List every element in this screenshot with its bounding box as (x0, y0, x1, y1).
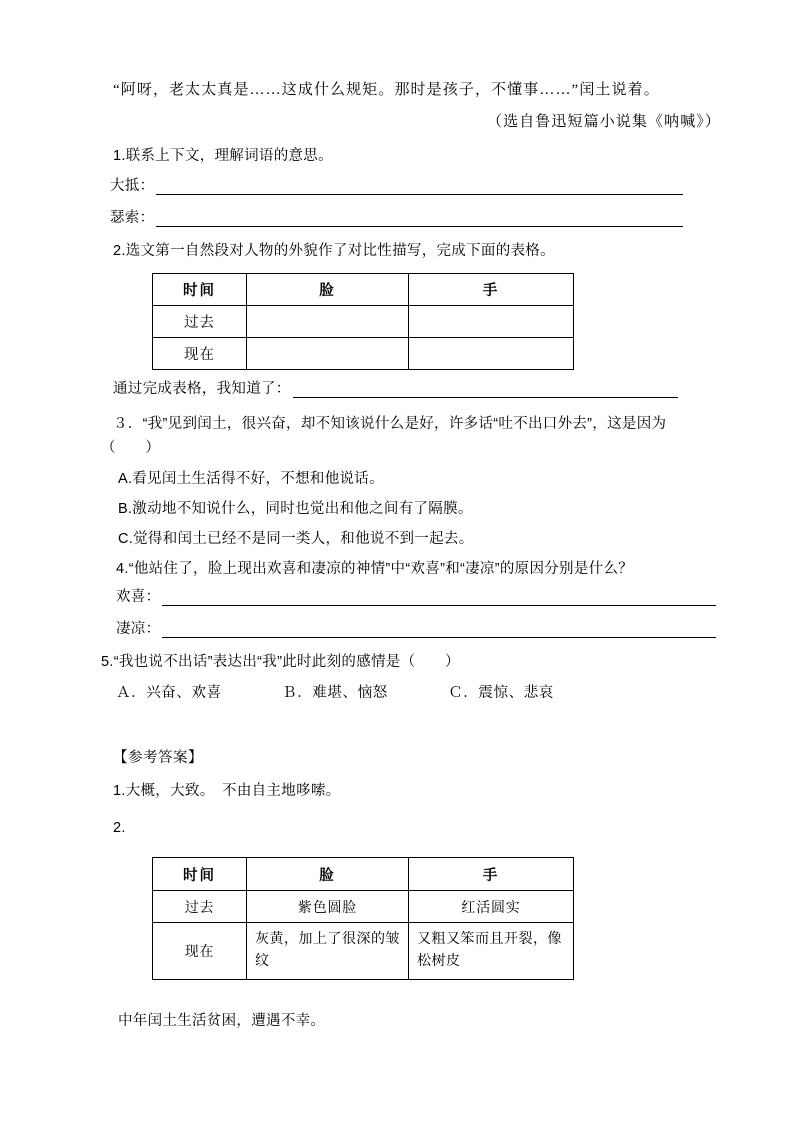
blank-label-huanxi: 欢喜： (116, 589, 161, 605)
table-row (153, 923, 574, 980)
answer-key-conclusion: 中年闰土生活贫困，遭遇不幸。 (118, 1013, 326, 1029)
blank-label-dadi: 大抵： (110, 178, 155, 194)
question-5-options[interactable]: Ａ．兴奋、欢喜 Ｂ．难堪、恼怒 Ｃ．震惊、悲哀 (116, 685, 554, 701)
question-3-answer-bracket[interactable]: （ ） (101, 440, 161, 456)
question-3-choice-b[interactable]: B.激动地不知说什么，同时也觉出和他之间有了隔膜。 (118, 501, 473, 517)
question-1-prompt: 1.联系上下文，理解词语的意思。 (113, 148, 333, 164)
table-row (153, 891, 574, 923)
question-5-prompt[interactable]: 5.“我也说不出话”表达出“我”此时此刻的感情是（ ） (101, 654, 460, 670)
comparison-table-answer (152, 857, 574, 980)
question-4-blank-huanxi[interactable] (116, 589, 716, 606)
answer-key-item-2-label: 2. (113, 820, 126, 836)
table-header-row (153, 858, 574, 891)
question-2-prompt: 2.选文第一自然段对人物的外貌作了对比性描写，完成下面的表格。 (113, 243, 555, 259)
table-row (153, 306, 574, 338)
blank-label-conclusion: 通过完成表格，我知道了： (113, 381, 291, 397)
question-3-choice-a[interactable]: A.看见闰土生活得不好，不想和他说话。 (118, 471, 384, 487)
header-hand: 手 (409, 274, 574, 306)
cell-time-past: 过去 (153, 306, 247, 338)
cell-hand-past[interactable] (409, 306, 574, 338)
answer-key-item-1: 1.大概，大致。 不由自主地哆嗦。 (113, 783, 341, 799)
header-face: 脸 (247, 274, 409, 306)
question-1-blank-suosuo[interactable] (110, 210, 683, 227)
blank-rule-suosuo[interactable] (156, 213, 683, 227)
question-4-prompt: 4.“他站住了，脸上现出欢喜和凄凉的神情”中“欢喜”和“凄凉”的原因分别是什么？ (116, 561, 634, 577)
question-2-conclusion-blank[interactable] (113, 381, 678, 398)
blank-rule-huanxi[interactable] (162, 592, 716, 606)
cell-time-past: 过去 (153, 891, 247, 923)
table-header-row (153, 274, 574, 306)
comparison-table-blank (152, 273, 574, 370)
question-3-choice-c[interactable]: C.觉得和闰土已经不是同一类人，和他说不到一起去。 (118, 531, 474, 547)
blank-rule-qiliang[interactable] (162, 624, 716, 638)
excerpt-citation: （选自鲁迅短篇小说集《呐喊》） (487, 114, 722, 130)
cell-face-now[interactable] (247, 338, 409, 370)
cell-face-now: 灰黄，加上了很深的皱纹 (247, 923, 409, 980)
header-hand: 手 (409, 858, 574, 891)
header-face: 脸 (247, 858, 409, 891)
blank-rule-dadi[interactable] (156, 181, 683, 195)
cell-hand-now: 又粗又笨而且开裂，像松树皮 (409, 923, 574, 980)
table-row (153, 338, 574, 370)
cell-time-now: 现在 (153, 923, 247, 980)
blank-label-qiliang: 凄凉： (116, 621, 161, 637)
cell-hand-past: 红活圆实 (409, 891, 574, 923)
cell-time-now: 现在 (153, 338, 247, 370)
header-time: 时间 (153, 274, 247, 306)
question-4-blank-qiliang[interactable] (116, 621, 716, 638)
excerpt-quote-line: “阿呀，老太太真是……这成什么规矩。那时是孩子，不懂事……”闰土说着。 (113, 82, 660, 98)
blank-label-suosuo: 瑟索： (110, 210, 155, 226)
header-time: 时间 (153, 858, 247, 891)
blank-rule-conclusion[interactable] (293, 384, 678, 398)
question-3-prompt: ３．“我”见到闰土，很兴奋，却不知该说什么是好，许多话“吐不出口外去”，这是因为 (113, 416, 667, 432)
cell-face-past[interactable] (247, 306, 409, 338)
cell-hand-now[interactable] (409, 338, 574, 370)
question-1-blank-dadi[interactable] (110, 178, 683, 195)
cell-face-past: 紫色圆脸 (247, 891, 409, 923)
answer-key-heading: 【参考答案】 (113, 750, 203, 766)
